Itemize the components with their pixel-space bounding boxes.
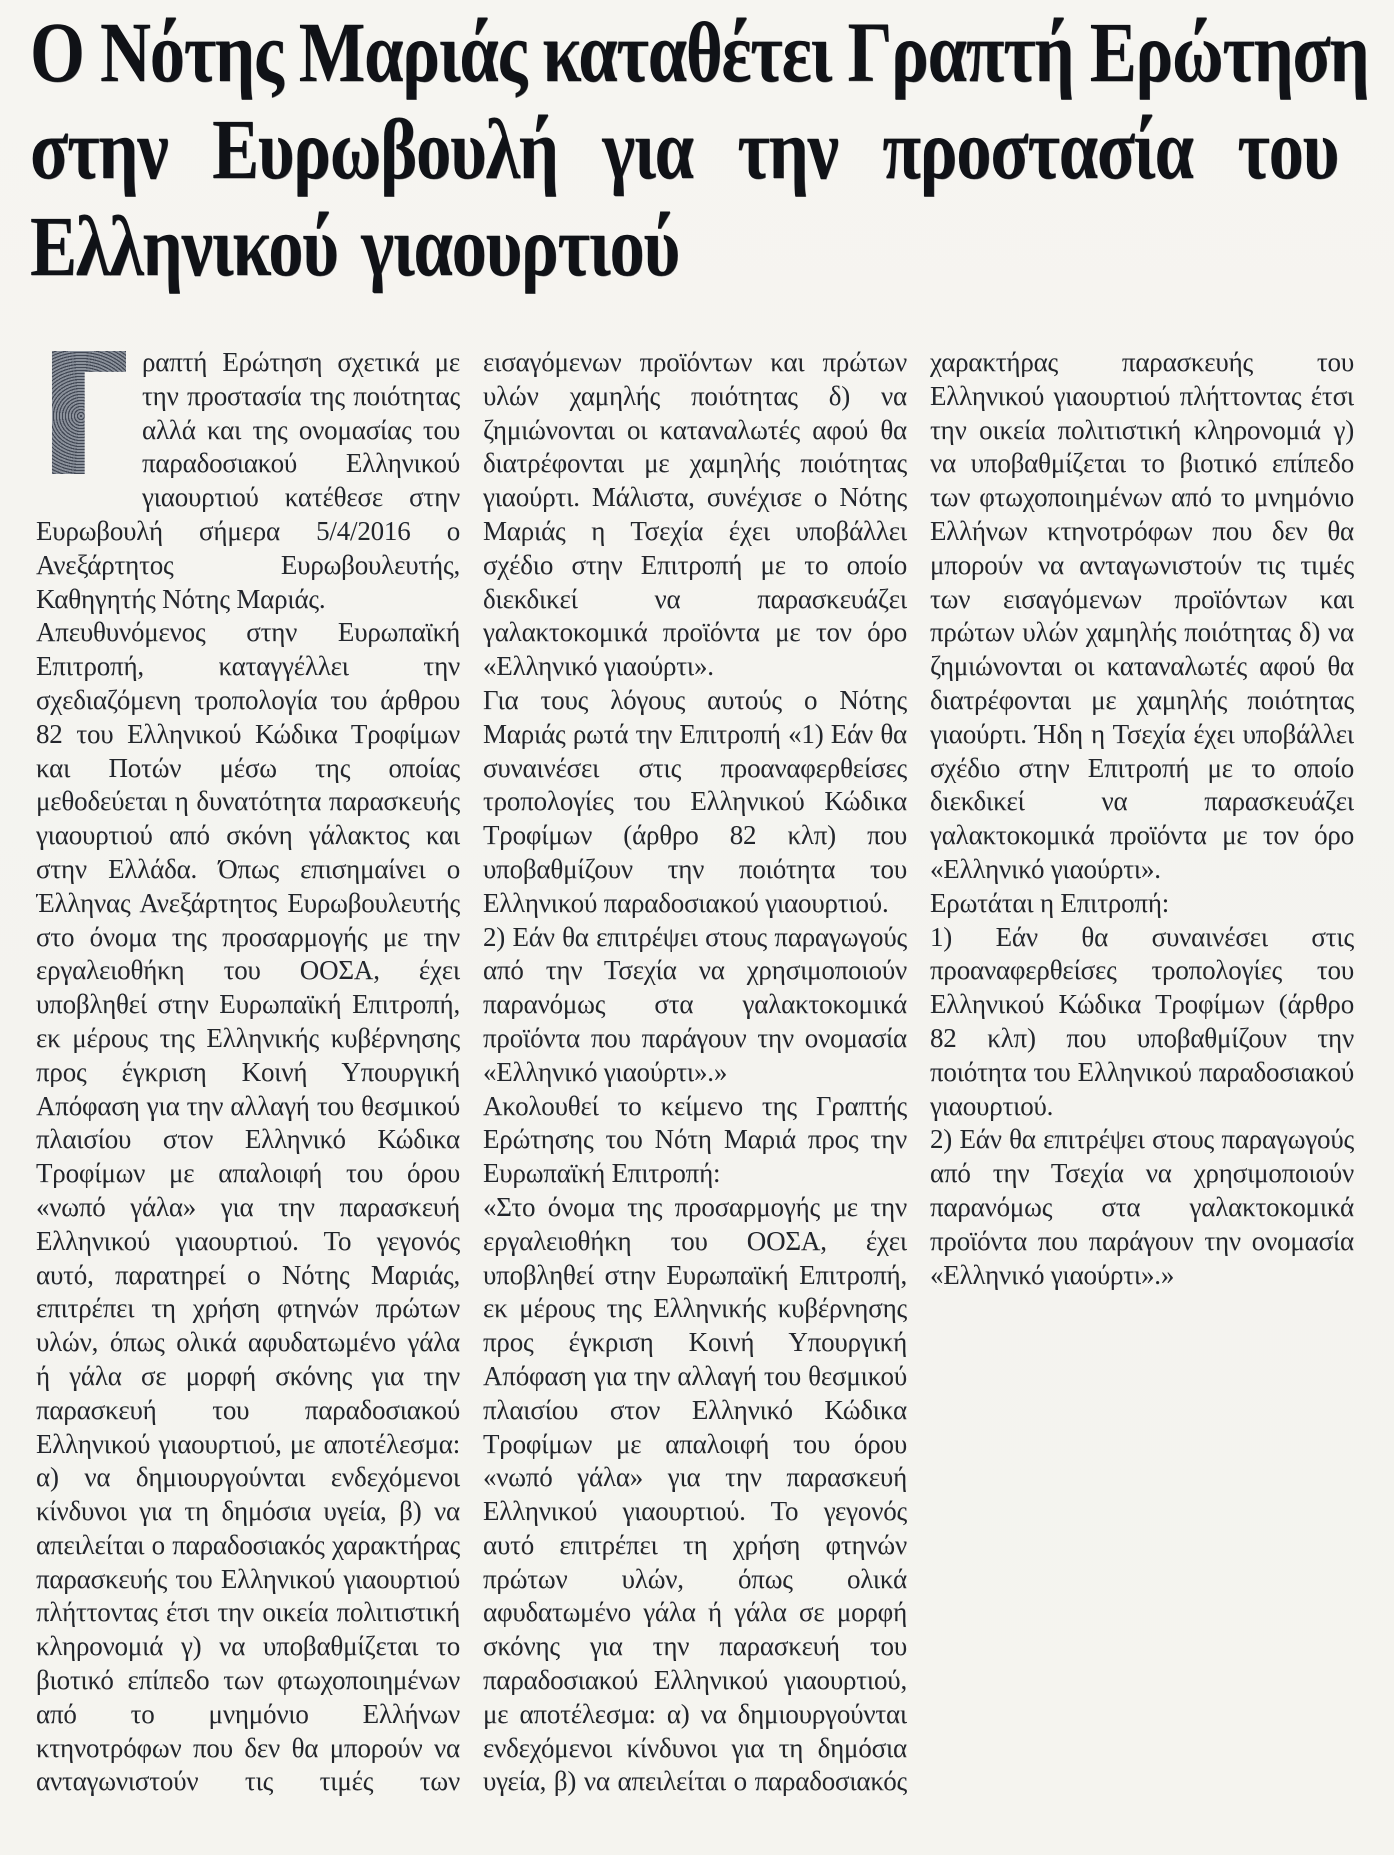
article-paragraph [930, 921, 1354, 1124]
article-paragraph [483, 684, 907, 921]
article-paragraph [930, 887, 1354, 921]
paragraph-text: 2) Εάν θα επιτρέψει στους παραγωγούς από την Τσεχία να χρησιμοποιούν παρανόμως στα γαλακτοκομικά προϊόντα που παράγουν την ονομασία «Ελληνικό γιαούρτι».» [930, 1124, 1354, 1290]
paragraph-text: Ακολουθεί το κείμενο της Γραπτής Ερώτησης του Νότη Μαριά προς την Ευρωπαϊκή Επιτροπή: [483, 1090, 907, 1189]
headline-line-3: Ελληνικού γιαουρτιού [30, 198, 679, 294]
headline-line-2: στην Ευρωβουλή για την προστασία του [30, 101, 1339, 197]
paragraph-text: ραπτή Ερώτηση σχετικά με την προστασία της ποιότητας αλλά και της ονομασίας του παραδοσιακού Ελληνικού γιαουρτιού κατέθεσε στην Ευρωβουλή σήμερα 5/4/2016 ο Ανεξάρτητος Ευρωβουλευτής, Καθηγητής Νότης Μαριάς. [36, 347, 460, 614]
paragraph-text: Ερωτάται η Επιτροπή: [930, 887, 1170, 918]
dropcap-letter: Γ [36, 346, 147, 516]
paragraph-text: 2) Εάν θα επιτρέψει στους παραγωγούς από την Τσεχία να χρησιμοποιούν παρανόμως στα γαλακτοκομικά προϊόντα που παράγουν την ονομασία «Ελληνικό γιαούρτι».» [483, 921, 907, 1087]
article-body-columns [36, 346, 1354, 1818]
paragraph-text: Απευθυνόμενος στην Ευρωπαϊκή Επιτροπή, καταγγέλλει την σχεδιαζόμενη τροπολογία του άρθρου 82 του Ελληνικού Κώδικα Τροφίμων και Ποτών μέσω της οποίας μεθοδεύεται η δυνατότητα παρασκευής γιαουρτιού από σκόνη γάλακτος και στην Ελλάδα. Όπως επισημαίνει ο Έλληνας Ανεξάρτητος Ευρωβουλευτής στο όνομα της προσαρμογής με την εργαλειοθήκη του ΟΟΣΑ, έχει υποβληθεί στην Ευρωπαϊκή Επιτροπή, εκ μέρους της Ελληνικής κυβέρνησης προς έγκριση Κοινή Υπουργική Απόφαση για την αλλαγή του θεσμικού πλαισίου στον Ελληνικό Κώδικα Τροφίμων με απαλοιφή του όρου «νωπό γάλα» για την παρασκευή Ελληνικού γιαουρτιού. Το γεγονός αυτό, παρατηρεί ο Νότης Μαριάς, επιτρέπει τη χρήση φτηνών πρώτων υλών, όπως ολικά αφυδατωμένο γάλα ή γάλα σε μορφή σκόνης για την παρασκευή του παραδοσιακού Ελληνικού γιαουρτιού, με αποτέλεσμα: α) να δημιουργούνται ενδεχόμενοι κίνδυνοι για τη δημόσια υγεία, β) να απειλείται ο παραδοσιακός χαρακτήρας παρασκευής του Ελληνικού γιαουρτιού πλήττοντας έτσι την οικεία πολιτιστική κληρονομιά γ) να υποβαθμίζεται το βιοτικό επίπεδο των φτωχοποιημένων από το μνημόνιο Ελλήνων κτηνοτρόφων που δεν θα μπορούν να ανταγωνιστούν τις τιμές των εισαγόμενων προϊόντων και πρώτων υλών χαμηλής ποιότητας δ) να ζημιώνονται οι καταναλωτές αφού θα διατρέφονται με χαμηλής ποιότητας γιαούρτι. Μάλιστα, συνέχισε ο Νότης Μαριάς η Τσεχία έχει υποβάλλει σχέδιο στην Επιτροπή με το οποίο διεκδικεί να παρασκευάζει γαλακτοκομικά προϊόντα με τον όρο «Ελληνικό γιαούρτι». [36, 347, 907, 1797]
article-paragraph [483, 921, 907, 1090]
paragraph-text: Για τους λόγους αυτούς ο Νότης Μαριάς ρωτά την Επιτροπή «1) Εάν θα συναινέσει στις προαναφερθείσες τροπολογίες του Ελληνικού Κώδικα Τροφίμων (άρθρο 82 κλπ) που υποβαθμίζουν την ποιότητα του Ελληνικού παραδοσιακού γιαουρτιού. [483, 684, 907, 918]
paragraph-text: 1) Εάν θα συναινέσει στις προαναφερθείσες τροπολογίες του Ελληνικού Κώδικα Τροφίμων (άρθρο 82 κλπ) που υποβαθμίζουν την ποιότητα του Ελληνικού παραδοσιακού γιαουρτιού. [930, 921, 1354, 1121]
article-headline [30, 4, 1394, 295]
article-paragraph [930, 1123, 1354, 1292]
article-paragraph [483, 1090, 907, 1191]
headline-line-1: Ο Νότης Μαριάς καταθέτει Γραπτή Ερώτηση [30, 4, 1369, 100]
paragraph-text: «Στο όνομα της προσαρμογής με την εργαλειοθήκη του ΟΟΣΑ, έχει υποβληθεί στην Ευρωπαϊκή Επιτροπή, εκ μέρους της Ελληνικής κυβέρνησης προς έγκριση Κοινή Υπουργική Απόφαση για την αλλαγή του θεσμικού πλαισίου στον Ελληνικό Κώδικα Τροφίμων με απαλοιφή του όρου «νωπό γάλα» για την παρασκευή Ελληνικού γιαουρτιού. Το γεγονός αυτό επιτρέπει τη χρήση φτηνών πρώτων υλών, όπως ολικά αφυδατωμένο γάλα ή γάλα σε μορφή σκόνης για την παρασκευή του παραδοσιακού Ελληνικού γιαουρτιού, με αποτέλεσμα: α) να δημιουργούνται ενδεχόμενοι κίνδυνοι για τη δημόσια υγεία, β) να απειλείται ο παραδοσιακός χαρακτήρας παρασκευής του Ελληνικού γιαουρτιού πλήττοντας έτσι την οικεία πολιτιστική κληρονομιά γ) να υποβαθμίζεται το βιοτικό επίπεδο των φτωχοποιημένων από το μνημόνιο Ελλήνων κτηνοτρόφων που δεν θα μπορούν να ανταγωνιστούν τις τιμές των εισαγόμενων προϊόντων και πρώτων υλών χαμηλής ποιότητας δ) να ζημιώνονται οι καταναλωτές αφού θα διατρέφονται με χαμηλής ποιότητας γιαούρτι. Ήδη η Τσεχία έχει υποβάλλει σχέδιο στην Επιτροπή με το οποίο διεκδικεί να παρασκευάζει γαλακτοκομικά προϊόντα με τον όρο «Ελληνικό γιαούρτι». [483, 347, 1354, 1797]
article-paragraph [36, 346, 460, 616]
